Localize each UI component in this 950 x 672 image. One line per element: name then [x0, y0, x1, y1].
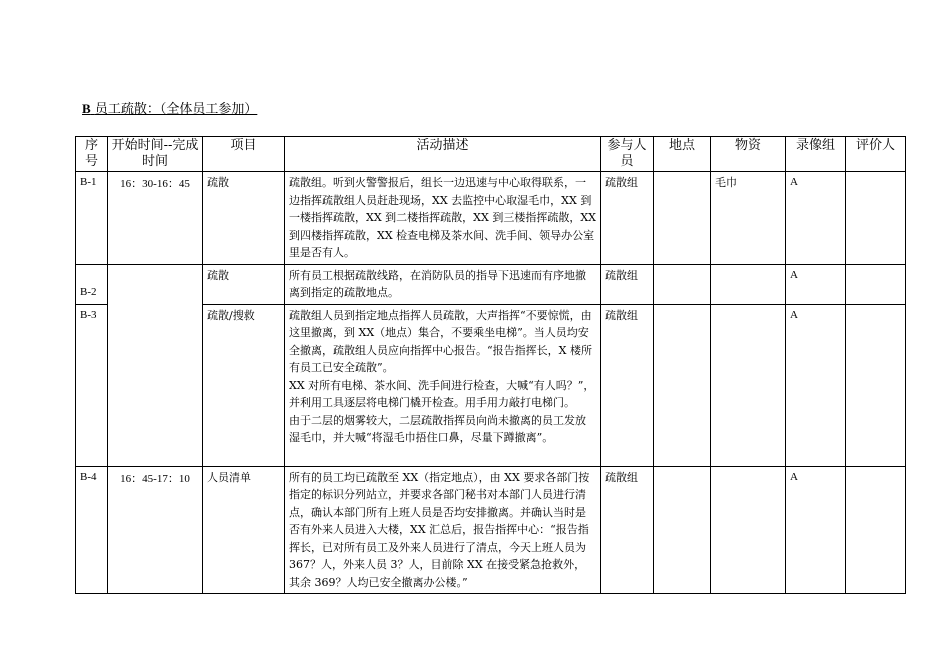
row-materials: 毛巾 — [711, 172, 786, 265]
row-materials — [711, 304, 786, 466]
row-recorder: A — [786, 172, 846, 265]
evacuation-plan-table — [75, 136, 906, 594]
table-row — [76, 172, 906, 265]
row-desc — [285, 466, 601, 594]
header-time: 开始时间--完成时间 — [108, 137, 203, 172]
header-materials: 物资 — [711, 137, 786, 172]
row-participants: 疏散组 — [601, 172, 654, 265]
header-item: 项目 — [203, 137, 285, 172]
row-evaluator — [846, 304, 906, 466]
row-id: B-3 — [76, 304, 108, 466]
table-row — [76, 466, 906, 594]
row-id: B-2 — [76, 264, 108, 304]
header-location: 地点 — [654, 137, 711, 172]
row-item: 疏散 — [203, 172, 285, 265]
header-evaluator: 评价人 — [846, 137, 906, 172]
row-desc — [285, 264, 601, 304]
row-item: 疏散/搜救 — [203, 304, 285, 466]
row-materials — [711, 466, 786, 594]
row-participants: 疏散组 — [601, 304, 654, 466]
section-title-text: 员工疏散：（全体员工参加） — [94, 102, 258, 117]
row-location — [654, 304, 711, 466]
row-recorder: A — [786, 304, 846, 466]
header-participants: 参与人员 — [601, 137, 654, 172]
row-time: 16：45-17：10 — [108, 466, 203, 594]
row-evaluator — [846, 172, 906, 265]
section-title — [82, 101, 257, 118]
row-location — [654, 172, 711, 265]
row-desc — [285, 172, 601, 265]
desc-paragraph: 疏散组。听到火警警报后，组长一边迅速与中心取得联系，一边指挥疏散组人员赶赴现场，XX 去监控中心取湿毛巾，XX 到一楼指挥疏散，XX 到二楼指挥疏散，XX 到三楼指挥疏散，XX 到四楼指挥疏散，XX 检查电梯及茶水间、洗手间、领导办公室里是否有人。 — [289, 176, 596, 259]
desc-paragraph: 由于二层的烟雾较大，二层疏散指挥员向尚未撤离的员工发放湿毛巾，并大喊“将湿毛巾捂住口鼻，尽量下蹲撤离”。 — [289, 413, 586, 444]
row-time — [108, 264, 203, 466]
row-time: 16：30-16：45 — [108, 172, 203, 265]
table-row — [76, 264, 906, 304]
desc-paragraph: XX 对所有电梯、茶水间、洗手间进行检查，大喊“有人吗？”，并利用工具逐层将电梯门橇开检查。用手用力敲打电梯门。 — [289, 378, 595, 409]
row-evaluator — [846, 264, 906, 304]
row-item: 疏散 — [203, 264, 285, 304]
header-recorder: 录像组 — [786, 137, 846, 172]
row-participants: 疏散组 — [601, 264, 654, 304]
row-item: 人员清单 — [203, 466, 285, 594]
row-id: B-4 — [76, 466, 108, 594]
row-recorder: A — [786, 466, 846, 594]
row-id: B-1 — [76, 172, 108, 265]
header-seq: 序号 — [76, 137, 108, 172]
section-prefix: B — [82, 101, 91, 116]
row-recorder: A — [786, 264, 846, 304]
desc-paragraph: 所有员工根据疏散线路，在消防队员的指导下迅速而有序地撤离到指定的疏散地点。 — [289, 268, 586, 299]
row-location — [654, 264, 711, 304]
row-desc — [285, 304, 601, 466]
row-participants: 疏散组 — [601, 466, 654, 594]
row-materials — [711, 264, 786, 304]
desc-paragraph: 所有的员工均已疏散至 XX（指定地点），由 XX 要求各部门按指定的标识分列站立，并要求各部门秘书对本部门人员进行清点，确认本部门所有上班人员是否均安排撤离。并确认当时是否有外来人员进入大楼，XX 汇总后，报告指挥中心：“报告指挥长，已对所有员工及外来人员进行了清点，今天上班人员为 367？人，外来人员 3？人，目前除 XX 在接受紧急抢救外，其余 369？人均已安全撤离办公楼。” — [289, 470, 590, 589]
row-evaluator — [846, 466, 906, 594]
row-location — [654, 466, 711, 594]
header-row — [76, 137, 906, 172]
desc-paragraph: 疏散组人员到指定地点指挥人员疏散，大声指挥“不要惊慌，由这里撤离，到 XX（地点）集合，不要乘坐电梯”。当人员均安全撤离，疏散组人员应向指挥中心报告。“报告指挥长，X 楼所有员工已安全疏散”。 — [289, 308, 592, 374]
header-desc: 活动描述 — [285, 137, 601, 172]
